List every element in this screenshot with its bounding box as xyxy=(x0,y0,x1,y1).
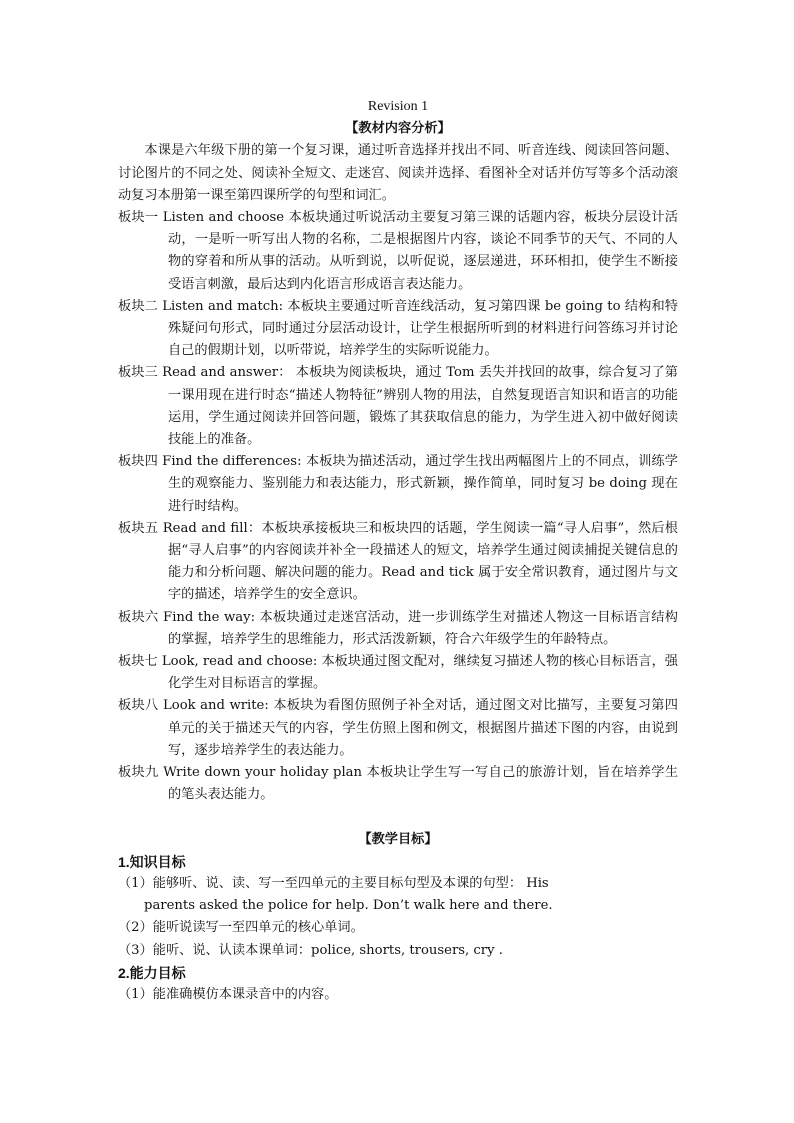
knowledge-goal-item: （1）能够听、说、读、写一至四单元的主要目标句型及本课的句型： His xyxy=(118,875,549,891)
spacer xyxy=(118,807,678,829)
block-text: 本板块通过听说活动主要复习第三课的话题内容，板块分层设计活动，一是听一听写出人物的名称，二是根据图片内容，谈论不同季节的天气、不同的人物的穿着和所从事的活动。从听到说，以听促说，逐层递进，环环相扣，使学生不断接受语言刺激，最后达到内化语言形成语言表达能力。 xyxy=(168,210,678,292)
block-text: 本板块为描述活动，通过学生找出两幅图片上的不同点，训练学生的观察能力、鉴别能力和表达能力，形式新颖，操作简单，同时复习 be doing 现在进行时结构。 xyxy=(168,454,678,514)
block-paragraph xyxy=(118,451,678,518)
subheading-ability-goals: 2.能力目标 xyxy=(118,964,186,981)
block-paragraph xyxy=(118,762,678,806)
block-paragraph xyxy=(118,362,678,451)
block-paragraph xyxy=(118,207,678,296)
block-text: 本板块为看图仿照例子补全对话，通过图文对比描写，主要复习第四单元的关于描述天气的内容，学生仿照上图和例文，根据图片描述下图的内容，由说到写，逐步培养学生的表达能力。 xyxy=(168,698,678,758)
block-label: 板块四 Find the differences: xyxy=(118,454,306,470)
intro-paragraph: 本课是六年级下册的第一个复习课，通过听音选择并找出不同、听音连线、阅读回答问题、讨论图片的不同之处、阅读补全短文、走迷宫、阅读并选择、看图补全对话并仿写等多个活动滚动复习本册第一课至第四课所学的句型和词汇。 xyxy=(118,143,678,203)
block-text: 本板块为阅读板块，通过 Tom 丢失并找回的故事，综合复习了第一课用现在进行时态“描述人物特征”辨别人物的用法，自然复现语言知识和语言的功能运用，学生通过阅读并回答问题，锻炼了其获取信息的能力，为学生进入初中做好阅读技能上的准备。 xyxy=(168,365,678,448)
block-paragraph xyxy=(118,651,678,695)
block-list xyxy=(118,207,678,806)
ability-goal-item: （1）能准确模仿本课录音中的内容。 xyxy=(118,986,338,1002)
block-paragraph xyxy=(118,296,678,363)
knowledge-goal-item-continued: parents asked the police for help. Don’t walk here and there. xyxy=(144,898,553,914)
subheading-knowledge-goals: 1.知识目标 xyxy=(118,853,186,870)
block-paragraph xyxy=(118,607,678,651)
block-label: 板块五 Read and fill： xyxy=(118,520,262,536)
block-paragraph xyxy=(118,695,678,762)
section-heading-teaching-goals: 【教学目标】 xyxy=(358,831,438,847)
block-text: 本板块通过图文配对，继续复习描述人物的核心目标语言，强化学生对目标语言的掌握。 xyxy=(168,654,678,692)
block-label: 板块六 Find the way: xyxy=(118,609,260,625)
knowledge-goal-item: （3）能听、说、认读本课单词：police, shorts, trousers, cry . xyxy=(118,942,503,958)
block-text: 本板块让学生写一写自己的旅游计划，旨在培养学生的笔头表达能力。 xyxy=(168,765,679,803)
block-label: 板块九 Write down your holiday plan xyxy=(118,765,367,781)
block-text: 本板块主要通过听音连线活动，复习第四课 be going to 结构和特殊疑问句形式，同时通过分层活动设计，让学生根据所听到的材料进行问答练习并讨论自己的假期计划，以听带说，培养学生的实际听说能力。 xyxy=(168,298,678,359)
block-label: 板块八 Look and write: xyxy=(118,698,274,714)
block-label: 板块三 Read and answer： xyxy=(118,365,292,381)
block-label: 板块七 Look, read and choose: xyxy=(118,654,322,670)
section-heading-content-analysis: 【教材内容分析】 xyxy=(345,121,451,137)
block-paragraph xyxy=(118,518,678,607)
knowledge-goal-item: （2）能听说读写一至四单元的核心单词。 xyxy=(118,920,364,936)
block-label: 板块一 Listen and choose xyxy=(118,210,289,226)
block-text: 本板块承接板块三和板块四的话题，学生阅读一篇“寻人启事”，然后根据“寻人启事”的内容阅读并补全一段描述人的短文，培养学生通过阅读捕捉关键信息的能力和分析问题、解决问题的能力。Read and tick 属于安全常识教育，通过图片与文字的描述，培养学生的安全意识。 xyxy=(168,520,678,603)
document-title: Revision 1 xyxy=(367,99,429,114)
document-page xyxy=(118,96,678,1006)
block-label: 板块二 Listen and match: xyxy=(118,298,288,314)
block-text: 本板块通过走迷宫活动，进一步训练学生对描述人物这一目标语言结构的掌握，培养学生的思维能力，形式活泼新颖，符合六年级学生的年龄特点。 xyxy=(168,609,678,647)
